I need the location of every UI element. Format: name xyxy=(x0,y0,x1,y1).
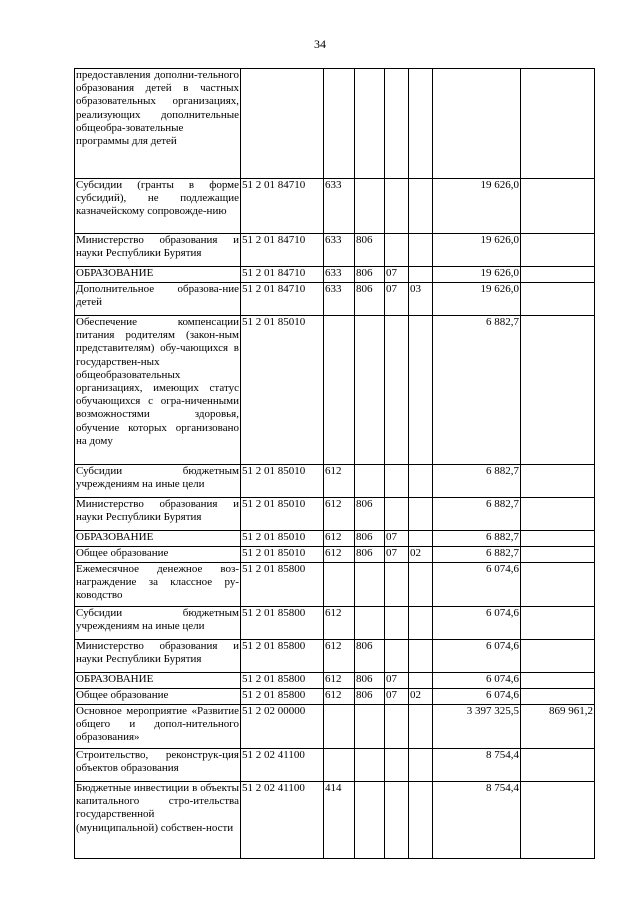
cell-section xyxy=(385,563,409,607)
cell-target-code: 51 2 01 85800 xyxy=(241,563,324,607)
cell-name: Обеспечение компенсации питания родителям (закон-ным представителям) обу-чающихся в государствен-ных общеобразовательных организациях, имеющих статус обучающихся с огра-ниченными возможностями здоровья, обучение которых организовано на дому xyxy=(75,316,241,465)
cell-target-code: 51 2 01 84710 xyxy=(241,179,324,234)
cell-name: ОБРАЗОВАНИЕ xyxy=(75,267,241,283)
cell-section xyxy=(385,179,409,234)
cell-name: предоставления дополни-тельного образования детей в частных образовательных организациях, реализующих дополнительные общеобра-зовательные программы для детей xyxy=(75,69,241,179)
cell-amount-1: 6 074,6 xyxy=(433,563,521,607)
cell-amount-2 xyxy=(521,179,595,234)
cell-subsection xyxy=(409,69,433,179)
cell-expense-type: 633 xyxy=(324,234,355,267)
cell-target-code: 51 2 01 85010 xyxy=(241,316,324,465)
cell-expense-type: 612 xyxy=(324,547,355,563)
cell-amount-1: 6 882,7 xyxy=(433,531,521,547)
cell-amount-1: 6 074,6 xyxy=(433,640,521,673)
cell-target-code: 51 2 01 84710 xyxy=(241,267,324,283)
cell-amount-1: 6 882,7 xyxy=(433,547,521,563)
cell-subsection xyxy=(409,705,433,749)
cell-amount-2 xyxy=(521,547,595,563)
cell-amount-1: 6 074,6 xyxy=(433,673,521,689)
table-row xyxy=(75,179,595,234)
cell-subsection xyxy=(409,465,433,498)
cell-section xyxy=(385,498,409,531)
cell-ministry-code xyxy=(355,705,385,749)
cell-amount-1: 6 882,7 xyxy=(433,465,521,498)
cell-amount-2 xyxy=(521,69,595,179)
cell-target-code: 51 2 02 00000 xyxy=(241,705,324,749)
cell-expense-type xyxy=(324,749,355,782)
cell-expense-type xyxy=(324,316,355,465)
cell-target-code: 51 2 01 85010 xyxy=(241,498,324,531)
cell-name: Субсидии (гранты в форме субсидий), не подлежащие казначейскому сопровожде-нию xyxy=(75,179,241,234)
table-row xyxy=(75,69,595,179)
cell-ministry-code xyxy=(355,179,385,234)
cell-amount-2 xyxy=(521,234,595,267)
cell-target-code: 51 2 01 85800 xyxy=(241,640,324,673)
cell-expense-type: 612 xyxy=(324,465,355,498)
cell-ministry-code: 806 xyxy=(355,267,385,283)
cell-amount-1 xyxy=(433,69,521,179)
table-row xyxy=(75,547,595,563)
cell-ministry-code: 806 xyxy=(355,547,385,563)
cell-amount-2 xyxy=(521,283,595,316)
cell-target-code: 51 2 01 85010 xyxy=(241,531,324,547)
cell-ministry-code xyxy=(355,607,385,640)
cell-subsection: 02 xyxy=(409,689,433,705)
cell-amount-1: 19 626,0 xyxy=(433,234,521,267)
cell-target-code: 51 2 01 85800 xyxy=(241,673,324,689)
cell-amount-2 xyxy=(521,316,595,465)
cell-amount-1: 19 626,0 xyxy=(433,283,521,316)
budget-table-body xyxy=(75,69,595,859)
cell-expense-type: 612 xyxy=(324,498,355,531)
cell-amount-2 xyxy=(521,689,595,705)
cell-amount-2 xyxy=(521,782,595,859)
cell-section xyxy=(385,316,409,465)
cell-amount-2 xyxy=(521,673,595,689)
cell-target-code: 51 2 01 85010 xyxy=(241,465,324,498)
cell-expense-type: 612 xyxy=(324,607,355,640)
cell-name: Министерство образования и науки Республики Бурятия xyxy=(75,498,241,531)
table-row xyxy=(75,465,595,498)
cell-target-code: 51 2 01 85010 xyxy=(241,547,324,563)
cell-ministry-code: 806 xyxy=(355,640,385,673)
table-row xyxy=(75,316,595,465)
table-row xyxy=(75,640,595,673)
cell-subsection xyxy=(409,498,433,531)
cell-name: Субсидии бюджетным учреждениям на иные цели xyxy=(75,465,241,498)
cell-section xyxy=(385,705,409,749)
cell-name: Основное мероприятие «Развитие общего и допол-нительного образования» xyxy=(75,705,241,749)
cell-subsection xyxy=(409,607,433,640)
cell-amount-1: 6 074,6 xyxy=(433,607,521,640)
cell-name: Субсидии бюджетным учреждениям на иные цели xyxy=(75,607,241,640)
cell-target-code: 51 2 02 41100 xyxy=(241,782,324,859)
table-row xyxy=(75,283,595,316)
cell-amount-2 xyxy=(521,563,595,607)
cell-name: Общее образование xyxy=(75,689,241,705)
cell-target-code: 51 2 01 85800 xyxy=(241,689,324,705)
table-row xyxy=(75,782,595,859)
cell-name: ОБРАЗОВАНИЕ xyxy=(75,673,241,689)
cell-amount-2 xyxy=(521,607,595,640)
cell-section: 07 xyxy=(385,689,409,705)
cell-ministry-code: 806 xyxy=(355,673,385,689)
cell-amount-2 xyxy=(521,498,595,531)
cell-target-code: 51 2 01 85800 xyxy=(241,607,324,640)
cell-ministry-code xyxy=(355,316,385,465)
cell-ministry-code: 806 xyxy=(355,283,385,316)
cell-ministry-code xyxy=(355,563,385,607)
cell-ministry-code xyxy=(355,69,385,179)
cell-amount-1: 19 626,0 xyxy=(433,179,521,234)
cell-section xyxy=(385,465,409,498)
cell-section: 07 xyxy=(385,283,409,316)
cell-subsection: 02 xyxy=(409,547,433,563)
cell-expense-type: 612 xyxy=(324,531,355,547)
cell-amount-1: 8 754,4 xyxy=(433,749,521,782)
cell-section xyxy=(385,69,409,179)
cell-section: 07 xyxy=(385,267,409,283)
table-row xyxy=(75,267,595,283)
cell-section xyxy=(385,782,409,859)
cell-target-code: 51 2 01 84710 xyxy=(241,234,324,267)
cell-amount-2 xyxy=(521,640,595,673)
table-row xyxy=(75,498,595,531)
cell-expense-type: 414 xyxy=(324,782,355,859)
cell-expense-type: 612 xyxy=(324,640,355,673)
table-row xyxy=(75,749,595,782)
cell-subsection xyxy=(409,749,433,782)
cell-ministry-code: 806 xyxy=(355,531,385,547)
cell-amount-1: 6 882,7 xyxy=(433,498,521,531)
cell-expense-type xyxy=(324,69,355,179)
cell-section: 07 xyxy=(385,673,409,689)
cell-expense-type: 633 xyxy=(324,267,355,283)
cell-section xyxy=(385,607,409,640)
cell-amount-1: 19 626,0 xyxy=(433,267,521,283)
cell-amount-1: 6 074,6 xyxy=(433,689,521,705)
table-row xyxy=(75,689,595,705)
cell-target-code: 51 2 01 84710 xyxy=(241,283,324,316)
cell-name: Министерство образования и науки Республики Бурятия xyxy=(75,640,241,673)
cell-section xyxy=(385,640,409,673)
cell-expense-type xyxy=(324,563,355,607)
cell-amount-1: 8 754,4 xyxy=(433,782,521,859)
table-row xyxy=(75,673,595,689)
cell-target-code: 51 2 02 41100 xyxy=(241,749,324,782)
cell-section: 07 xyxy=(385,547,409,563)
cell-ministry-code xyxy=(355,749,385,782)
cell-subsection xyxy=(409,563,433,607)
cell-subsection xyxy=(409,531,433,547)
cell-ministry-code xyxy=(355,465,385,498)
page-number: 34 xyxy=(314,37,326,51)
table-row xyxy=(75,234,595,267)
cell-section: 07 xyxy=(385,531,409,547)
cell-name: Дополнительное образова-ние детей xyxy=(75,283,241,316)
cell-expense-type: 633 xyxy=(324,283,355,316)
cell-expense-type: 633 xyxy=(324,179,355,234)
table-row xyxy=(75,705,595,749)
cell-subsection: 03 xyxy=(409,283,433,316)
cell-ministry-code xyxy=(355,782,385,859)
cell-amount-2: 869 961,2 xyxy=(521,705,595,749)
cell-section xyxy=(385,749,409,782)
cell-subsection xyxy=(409,267,433,283)
cell-expense-type: 612 xyxy=(324,673,355,689)
cell-name: Ежемесячное денежное воз-награждение за классное ру-ководство xyxy=(75,563,241,607)
cell-subsection xyxy=(409,179,433,234)
cell-section xyxy=(385,234,409,267)
cell-target-code xyxy=(241,69,324,179)
cell-expense-type: 612 xyxy=(324,689,355,705)
cell-ministry-code: 806 xyxy=(355,498,385,531)
cell-subsection xyxy=(409,782,433,859)
cell-expense-type xyxy=(324,705,355,749)
cell-name: Общее образование xyxy=(75,547,241,563)
table-row xyxy=(75,607,595,640)
budget-table xyxy=(74,68,595,859)
cell-ministry-code: 806 xyxy=(355,689,385,705)
cell-amount-2 xyxy=(521,465,595,498)
cell-subsection xyxy=(409,640,433,673)
cell-subsection xyxy=(409,234,433,267)
cell-amount-2 xyxy=(521,749,595,782)
cell-name: Строительство, реконструк-ция объектов образования xyxy=(75,749,241,782)
cell-subsection xyxy=(409,316,433,465)
table-row xyxy=(75,531,595,547)
cell-name: ОБРАЗОВАНИЕ xyxy=(75,531,241,547)
table-row xyxy=(75,563,595,607)
cell-name: Бюджетные инвестиции в объекты капитального стро-ительства государственной (муниципальной) собствен-ности xyxy=(75,782,241,859)
cell-name: Министерство образования и науки Республики Бурятия xyxy=(75,234,241,267)
cell-amount-2 xyxy=(521,531,595,547)
cell-ministry-code: 806 xyxy=(355,234,385,267)
cell-amount-1: 3 397 325,5 xyxy=(433,705,521,749)
cell-amount-2 xyxy=(521,267,595,283)
cell-amount-1: 6 882,7 xyxy=(433,316,521,465)
cell-subsection xyxy=(409,673,433,689)
